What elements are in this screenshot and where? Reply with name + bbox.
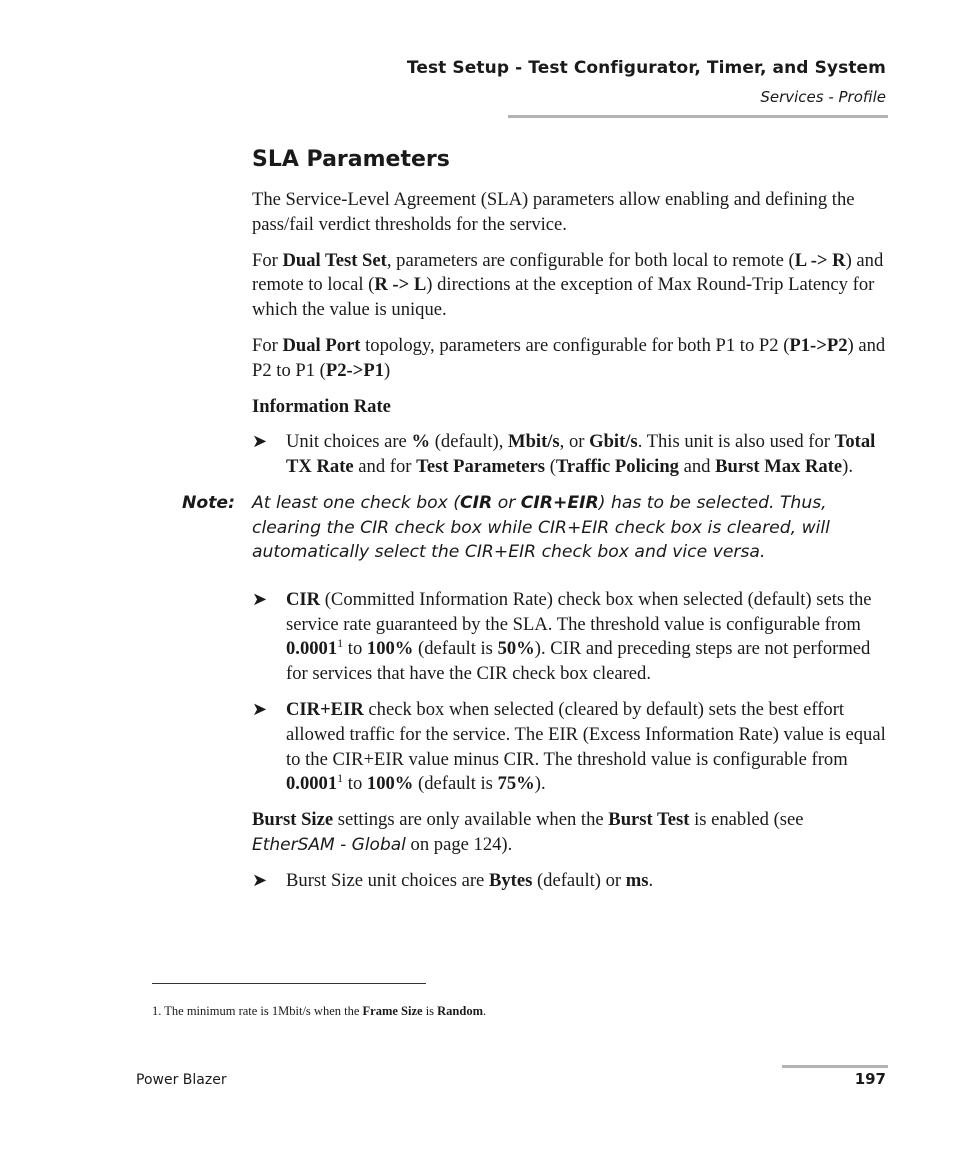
bullet-arrow-icon: ➤ xyxy=(252,588,268,610)
footnote-rule xyxy=(152,983,426,984)
dual-test-set-paragraph: For Dual Test Set, parameters are configurable for both local to remote (L -> R) and remote to local (R -> L) directions at the exception of Max Round-Trip Latency for which the value is unique. xyxy=(252,249,884,321)
ethersam-global-link[interactable]: EtherSAM - Global xyxy=(252,834,406,855)
header-title: Test Setup - Test Configurator, Timer, and System xyxy=(406,58,886,78)
page-number: 197 xyxy=(854,1070,886,1088)
note-label: Note: xyxy=(182,492,235,513)
cir-eir-bullet: ➤ CIR+EIR check box when selected (cleared by default) sets the best effort allowed traffic for the service. The EIR (Excess Information Rate) value is equal to the CIR+EIR value minus CIR. The threshold value is configurable from 0.0001$^1$ to 100% (default is 75%). xyxy=(252,698,886,795)
footer-product-name: Power Blazer xyxy=(136,1072,227,1088)
bullet-arrow-icon: ➤ xyxy=(252,698,268,720)
footer-rule xyxy=(782,1065,888,1068)
unit-choices-bullet: ➤ Unit choices are % (default), Mbit/s, or Gbit/s. This unit is also used for Total TX Rate and for Test Parameters (Traffic Policing and Burst Max Rate). xyxy=(252,431,876,478)
dual-port-paragraph: For Dual Port topology, parameters are configurable for both P1 to P2 (P1->P2) and P2 to P1 (P2->P1) xyxy=(252,334,886,381)
information-rate-heading: Information Rate xyxy=(252,395,391,417)
bullet-arrow-icon: ➤ xyxy=(252,869,268,891)
footnote: 1. The minimum rate is 1Mbit/s when the Frame Size is Random. xyxy=(152,1004,487,1018)
bullet-arrow-icon: ➤ xyxy=(252,431,268,453)
burst-size-paragraph: Burst Size settings are only available when the Burst Test is enabled (see EtherSAM - Global on page 124). xyxy=(252,809,804,855)
footnote-ref: 1 xyxy=(337,771,344,786)
section-title: SLA Parameters xyxy=(252,147,450,172)
intro-paragraph: The Service-Level Agreement (SLA) parameters allow enabling and defining the pass/fail verdict thresholds for the service. xyxy=(252,189,855,235)
burst-size-bullet: ➤ Burst Size unit choices are Bytes (default) or ms. xyxy=(252,869,888,894)
header-rule xyxy=(508,115,888,118)
note-block: Note: At least one check box (CIR or CIR+EIR) has to be selected. Thus, clearing the CIR check box while CIR+EIR check box is cleared, will automatically select the CIR+EIR check box and vice versa. xyxy=(182,492,830,563)
cir-bullet: ➤ CIR (Committed Information Rate) check box when selected (default) sets the service rate guaranteed by the SLA. The threshold value is configurable from 0.0001$^1$ to 100% (default is 50%). CIR and preceding steps are not performed for services that have the CIR check box cleared. xyxy=(252,588,872,685)
header-subtitle: Services - Profile xyxy=(760,88,886,106)
footnote-ref: 1 xyxy=(337,636,344,651)
page-content xyxy=(182,144,888,905)
